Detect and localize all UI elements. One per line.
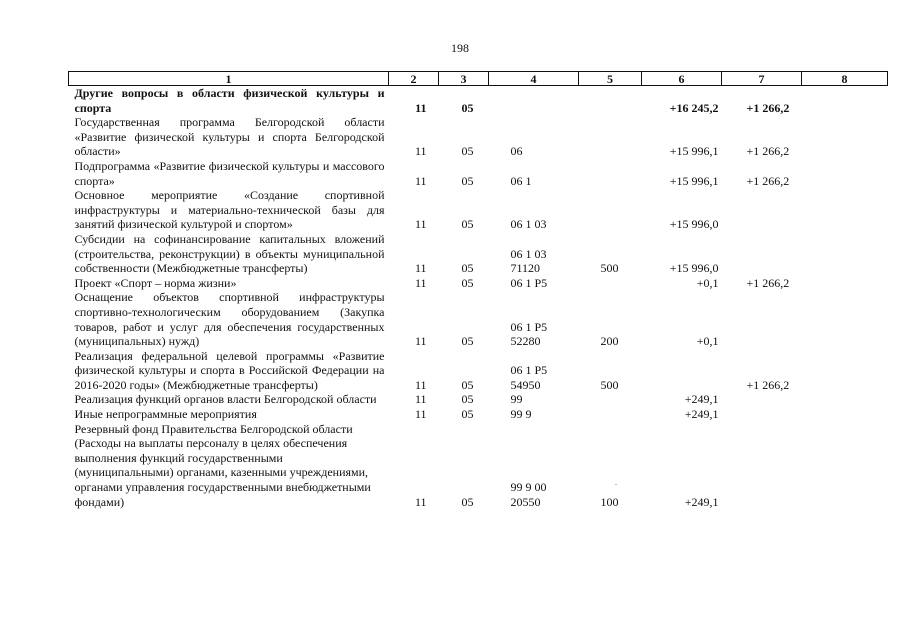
amount-2022-cell xyxy=(802,349,888,393)
table-row xyxy=(69,159,888,188)
amount-2020-cell: +249,1 xyxy=(684,392,719,407)
table-row xyxy=(69,349,888,393)
description-cell: Реализация функций органов власти Белгородской области xyxy=(74,392,377,407)
amount-2020-cell: +15 996,1 xyxy=(669,173,719,188)
table-row xyxy=(69,422,888,510)
expense-type-cell: 500 xyxy=(600,261,619,276)
column-header-2: 2 xyxy=(389,72,439,86)
table-row xyxy=(69,276,888,291)
amount-2022-cell xyxy=(802,86,888,116)
amount-2020-cell: +15 996,0 xyxy=(669,261,719,276)
section-cell: 11 xyxy=(414,392,427,407)
amount-2021-cell xyxy=(722,290,802,348)
amount-2020-cell: +16 245,2 xyxy=(669,100,719,115)
section-cell: 11 xyxy=(414,173,427,188)
subsection-cell: 05 xyxy=(461,275,474,290)
expense-type-cell: 500 xyxy=(600,377,619,392)
target-article-cell xyxy=(489,86,579,116)
amount-2021-cell: +1 266,2 xyxy=(746,173,790,188)
column-header-3: 3 xyxy=(439,72,489,86)
description-cell: Оснащение объектов спортивной инфраструктуры спортивно-технологическим оборудованием (Закупка товаров, работ и услуг для обеспечения государственных (муниципальных) нужд) xyxy=(74,290,385,349)
expense-type-cell: 200 xyxy=(600,334,619,349)
target-article-cell: 06 1 P5 54950 xyxy=(510,363,548,392)
section-cell: 11 xyxy=(414,144,427,159)
description-cell: Проект «Спорт – норма жизни» xyxy=(74,275,237,290)
table-row xyxy=(69,115,888,159)
amount-2020-cell: +0,1 xyxy=(696,334,719,349)
amount-2020-cell: +15 996,0 xyxy=(669,217,719,232)
amount-2022-cell xyxy=(802,276,888,291)
subsection-cell: 05 xyxy=(461,392,474,407)
table-row xyxy=(69,392,888,407)
table-row xyxy=(69,290,888,348)
description-cell: Реализация федеральной целевой программы «Развитие физической культуры и спорта в Российской Федерации на 2016-2020 годы» (Межбюджетные трансферты) xyxy=(74,348,385,392)
subsection-cell: 05 xyxy=(461,407,474,422)
section-cell: 11 xyxy=(414,217,427,232)
target-article-cell: 06 xyxy=(510,144,523,159)
amount-2021-cell xyxy=(722,422,802,510)
amount-2022-cell xyxy=(802,159,888,188)
table-row xyxy=(69,86,888,116)
expense-type-cell xyxy=(579,407,642,422)
amount-2021-cell: +1 266,2 xyxy=(746,377,790,392)
section-cell: 11 xyxy=(414,275,427,290)
section-cell: 11 xyxy=(414,334,427,349)
column-header-4: 4 xyxy=(489,72,579,86)
table-header-row xyxy=(69,72,888,86)
section-cell: 11 xyxy=(415,100,427,115)
amount-2021-cell xyxy=(722,407,802,422)
amount-2021-cell: +1 266,2 xyxy=(746,144,790,159)
description-cell: Государственная программа Белгородской области «Развитие физической культуры и спорта Белгородской области» xyxy=(74,115,385,159)
target-article-cell: 06 1 xyxy=(510,173,532,188)
subsection-cell: 05 xyxy=(461,377,474,392)
amount-2022-cell xyxy=(802,115,888,159)
column-header-5: 5 xyxy=(579,72,642,86)
target-article-cell: 06 1 P5 xyxy=(510,275,548,290)
amount-2021-cell xyxy=(722,232,802,276)
expense-type-cell xyxy=(579,392,642,407)
column-header-1: 1 xyxy=(69,72,389,86)
amount-2022-cell xyxy=(802,188,888,232)
expense-type-cell xyxy=(579,276,642,291)
amount-2020-cell: +249,1 xyxy=(684,494,719,509)
expense-type-cell xyxy=(579,188,642,232)
amount-2021-cell: +1 266,2 xyxy=(746,275,790,290)
description-cell: Основное мероприятие «Создание спортивной инфраструктуры и материально-технической базы для занятий физической культурой и спортом» xyxy=(74,188,385,232)
description-cell: Резервный фонд Правительства Белгородской области (Расходы на выплаты персоналу в целях обеспечения выполнения функций государственными (муниципальными) органами, казенными учреждениями, органами управления государственными внебюджетными фондами) xyxy=(74,421,371,509)
expense-type-cell xyxy=(579,159,642,188)
table-row xyxy=(69,407,888,422)
amount-2020-cell: +15 996,1 xyxy=(669,144,719,159)
table-row xyxy=(69,232,888,276)
amount-2022-cell xyxy=(802,422,888,510)
amount-2022-cell xyxy=(802,392,888,407)
target-article-cell: 06 1 03 xyxy=(510,217,547,232)
expense-type-cell xyxy=(579,86,642,116)
target-article-cell: 99 9 00 20550 xyxy=(510,480,547,509)
subsection-cell: 05 xyxy=(461,261,474,276)
expense-type-cell: 100 xyxy=(600,494,619,509)
amount-2021-cell: +1 266,2 xyxy=(746,100,790,115)
amount-2020-cell xyxy=(642,349,722,393)
description-cell: Субсидии на софинансирование капитальных вложений (строительства, реконструкции) в объекты муниципальной собственности (Межбюджетные трансферты) xyxy=(74,231,385,276)
subsection-cell: 05 xyxy=(461,100,474,115)
column-header-8: 8 xyxy=(802,72,888,86)
budget-table xyxy=(68,71,888,509)
expense-type-cell xyxy=(579,115,642,159)
page-number: 198 xyxy=(451,41,469,55)
description-cell: Иные непрограммные мероприятия xyxy=(74,407,257,422)
description-cell: Другие вопросы в области физической культуры и спорта xyxy=(74,86,385,115)
section-cell: 11 xyxy=(414,261,427,276)
amount-2022-cell xyxy=(802,290,888,348)
target-article-cell: 99 xyxy=(510,392,523,407)
subsection-cell: 05 xyxy=(461,494,474,509)
subsection-cell: 05 xyxy=(461,173,474,188)
subsection-cell: 05 xyxy=(461,334,474,349)
target-article-cell: 06 1 P5 52280 xyxy=(510,319,548,349)
section-cell: 11 xyxy=(414,407,427,422)
amount-2022-cell xyxy=(802,407,888,422)
column-header-7: 7 xyxy=(722,72,802,86)
subsection-cell: 05 xyxy=(461,217,474,232)
amount-2021-cell xyxy=(722,392,802,407)
section-cell: 11 xyxy=(414,377,427,392)
table-row xyxy=(69,188,888,232)
amount-2021-cell xyxy=(722,188,802,232)
section-cell: 11 xyxy=(414,494,427,509)
description-cell: Подпрограмма «Развитие физической культуры и массового спорта» xyxy=(74,158,385,188)
scan-speck xyxy=(615,484,617,485)
column-header-6: 6 xyxy=(642,72,722,86)
amount-2022-cell xyxy=(802,232,888,276)
target-article-cell: 06 1 03 71120 xyxy=(510,246,547,276)
subsection-cell: 05 xyxy=(461,144,474,159)
amount-2020-cell: +0,1 xyxy=(696,275,719,290)
amount-2020-cell: +249,1 xyxy=(684,407,719,422)
target-article-cell: 99 9 xyxy=(510,407,532,422)
